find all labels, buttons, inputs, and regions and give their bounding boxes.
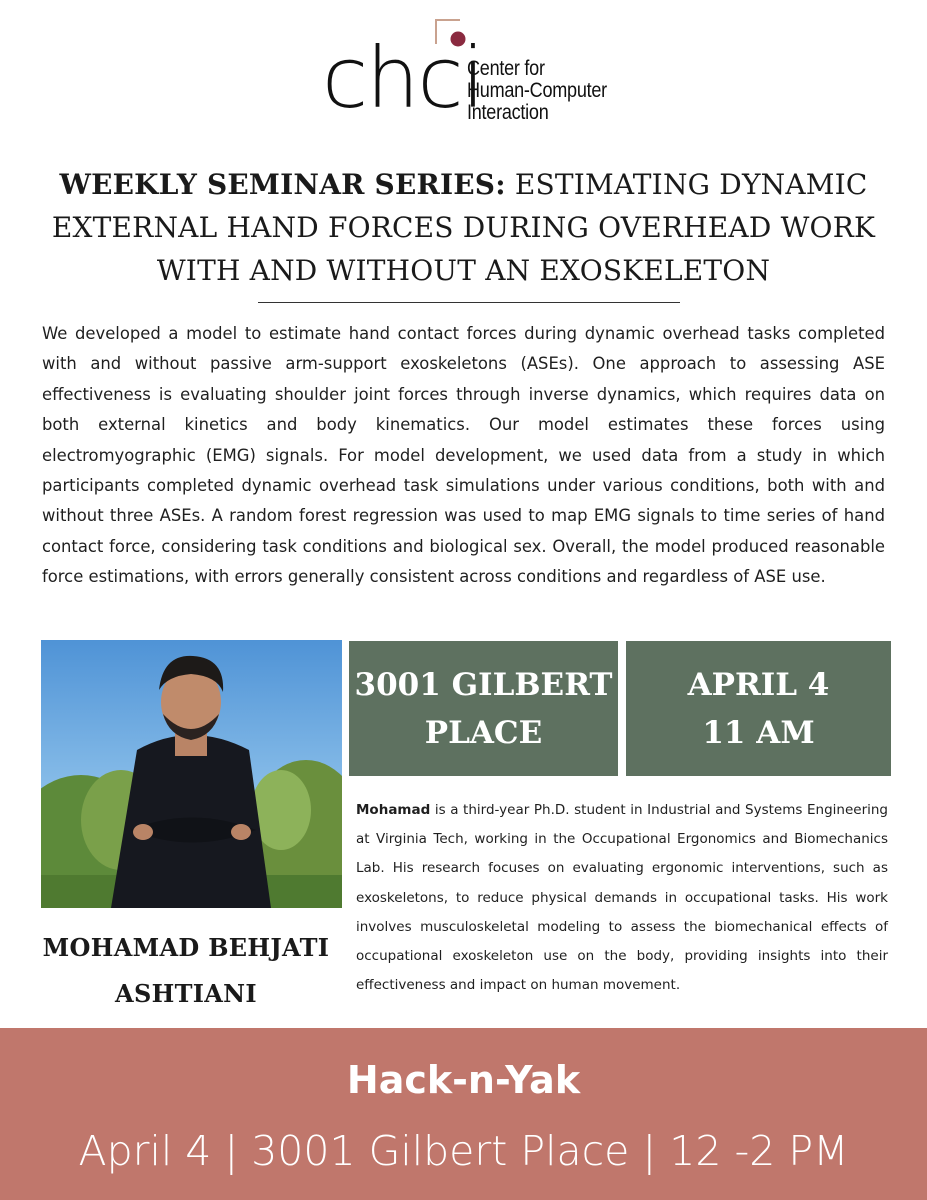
- title-line2: EXTERNAL HAND FORCES DURING OVERHEAD WORK: [51, 211, 876, 244]
- logo-caption-line3: Interaction: [467, 101, 549, 124]
- date-time-box: [626, 641, 891, 776]
- hack-n-yak-banner: [0, 1028, 927, 1200]
- logo-caption: [467, 58, 607, 124]
- speaker-name: [20, 925, 352, 1017]
- speaker-name-line2: ASHTIANI: [115, 979, 257, 1008]
- logo-wordmark: chci: [322, 29, 483, 127]
- footer-details: April 4 | 3001 Gilbert Place | 12 -2 PM: [78, 1127, 849, 1175]
- bio-body: is a third-year Ph.D. student in Industrial and Systems Engineering at Virginia Tech, working in the Occupational Ergonomics and Biomechanics Lab. His research focuses on evaluating ergonomic interventions, such as exoskeletons, to reduce physical demands in occupational tasks. His work involves musculoskeletal modeling to assess the biomechanical effects of occupational exoskeleton use on the body, providing insights into their effectiveness and impact on human movement.: [356, 802, 888, 994]
- location-line1: 3001 GILBERT: [354, 666, 613, 703]
- logo-caption-line1: Center for: [467, 57, 545, 80]
- title-line1: [30, 163, 897, 206]
- abstract-text: We developed a model to estimate hand contact forces during dynamic overhead tasks completed with and without passive arm-support exoskeletons (ASEs). One approach to assessing ASE effectiveness is evaluating shoulder joint forces through inverse dynamics, which requires data on both external kinetics and body kinematics. Our model estimates these forces using electromyographic (EMG) signals. For model development, we used data from a study in which participants completed dynamic overhead task simulations under various conditions, both with and without three ASEs. A random forest regression was used to map EMG signals to time series of hand contact force, considering task conditions and biological sex. Overall, the model produced reasonable force estimations, with errors generally consistent across conditions and regardless of ASE use.: [42, 324, 885, 587]
- chci-logo: [322, 14, 622, 129]
- footer-title: Hack-n-Yak: [346, 1058, 581, 1102]
- title-divider: [258, 302, 680, 303]
- speaker-photo: [41, 640, 342, 908]
- location-box: [349, 641, 618, 776]
- event-date: APRIL 4: [687, 666, 830, 703]
- logo-caption-line2: Human-Computer: [467, 79, 607, 102]
- title-line3: WITH AND WITHOUT AN EXOSKELETON: [156, 254, 771, 287]
- speaker-bio: [356, 796, 888, 1000]
- event-time: 11 AM: [702, 714, 815, 751]
- location-line2: PLACE: [424, 714, 543, 751]
- title-line1-rest: ESTIMATING DYNAMIC: [514, 168, 868, 201]
- series-label: WEEKLY SEMINAR SERIES:: [59, 168, 506, 201]
- seminar-title: [30, 163, 897, 292]
- bio-lead: Mohamad: [356, 802, 431, 818]
- speaker-name-line1: MOHAMAD BEHJATI: [42, 933, 330, 962]
